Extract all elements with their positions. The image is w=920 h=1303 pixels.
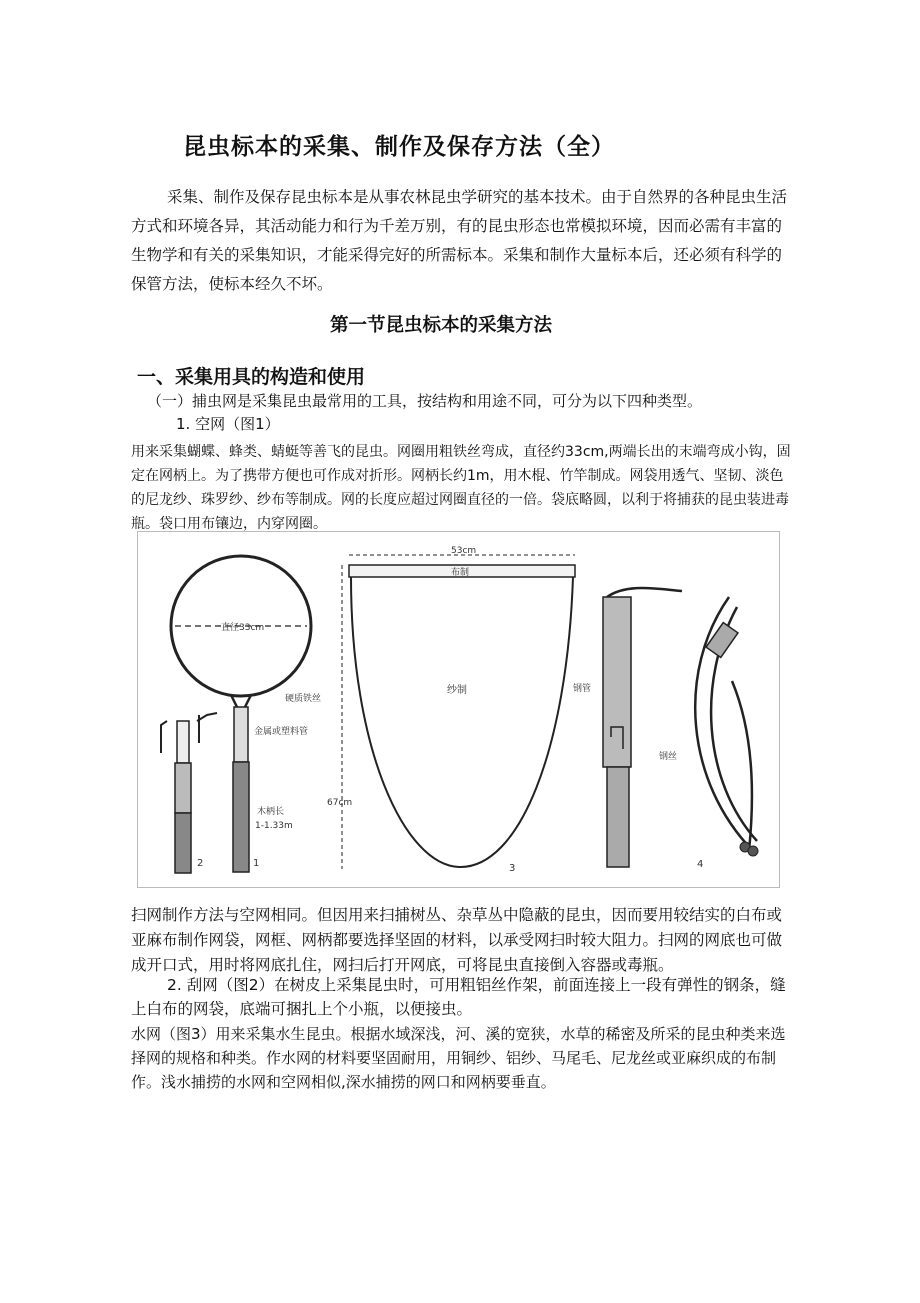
section-title: 第一节昆虫标本的采集方法 xyxy=(330,315,553,336)
water-net-paragraph: 水网（图3）用来采集水生昆虫。根据水域深浅，河、溪的宽狭，水草的稀密及所采的昆虫种类来选择网的规格和种类。作水网的材料要坚固耐用，用铜纱、铝纱、马尾毛、尼龙丝或亚麻织成的布制作。浅水捕捞的水网和空网相似,深水捕捞的网口和网柄要垂直。 xyxy=(131,1025,786,1091)
steel-wire-label: 钢丝 xyxy=(659,752,678,762)
steel-tube-label: 钢管 xyxy=(573,684,592,694)
handle-length: 1-1.33m xyxy=(255,821,293,831)
tube-label: 金属或塑料管 xyxy=(254,727,309,737)
gauze-label: 纱制 xyxy=(447,685,467,696)
insect-net-figure xyxy=(137,531,780,888)
handle-label: 木柄长 xyxy=(257,807,285,817)
length-label: 67cm xyxy=(327,798,353,808)
figure-number-2: 2 xyxy=(197,858,204,869)
cloth-label: 布制 xyxy=(451,568,470,578)
width-label: 53cm xyxy=(451,546,477,556)
figure-number-4: 4 xyxy=(697,859,704,870)
heading-aerial-net: 1. 空网（图1） xyxy=(176,415,280,433)
scraper-net-paragraph: 2. 刮网（图2）在树皮上采集昆虫时，可用粗铝丝作架，前面连接上一段有弹性的钢条，缝上白布的网袋，底端可捆扎上个小瓶，以便接虫。 xyxy=(131,976,786,1018)
figure-number-3: 3 xyxy=(509,863,516,874)
figure-number-1: 1 xyxy=(253,858,260,869)
sweep-net-paragraph: 扫网制作方法与空网相同。但因用来扫捕树丛、杂草丛中隐蔽的昆虫，因而要用较结实的白布或亚麻布制作网袋，网框、网柄都要选择坚固的材料，以承受网扫时较大阻力。扫网的网底也可做成开口式，用时将网底扎住，网扫后打开网底，可将昆虫直接倒入容器或毒瓶。 xyxy=(131,906,783,974)
heading-tools: 一、采集用具的构造和使用 xyxy=(137,366,366,388)
page-title: 昆虫标本的采集、制作及保存方法（全） xyxy=(183,134,615,160)
aerial-net-paragraph: 用来采集蝴蝶、蜂类、蜻蜓等善飞的昆虫。网圈用粗铁丝弯成，直径约33cm,两端长出的末端弯成小钩，固定在网柄上。为了携带方便也可作成对折形。网柄长约1m，用木棍、竹竿制成。网袋用透气、坚韧、淡色的尼龙纱、珠罗纱、纱布等制成。网的长度应超过网圈直径的一倍。袋底略圆，以利于将捕获的昆虫装进毒瓶。袋口用布镶边，内穿网圈。 xyxy=(131,444,791,532)
heading-insect-net: （一）捕虫网是采集昆虫最常用的工具，按结构和用途不同，可分为以下四种类型。 xyxy=(147,392,703,410)
wire-label: 硬质铁丝 xyxy=(285,694,322,704)
intro-paragraph: 采集、制作及保存昆虫标本是从事农林昆虫学研究的基本技术。由于自然界的各种昆虫生活方式和环境各异，其活动能力和行为千差万别，有的昆虫形态也常模拟环境，因而必需有丰富的生物学和有关的采集知识，才能采得完好的所需标本。采集和制作大量标本后，还必须有科学的保管方法，使标本经久不坏。 xyxy=(131,188,788,293)
diameter-label: 直径33cm xyxy=(221,623,265,633)
